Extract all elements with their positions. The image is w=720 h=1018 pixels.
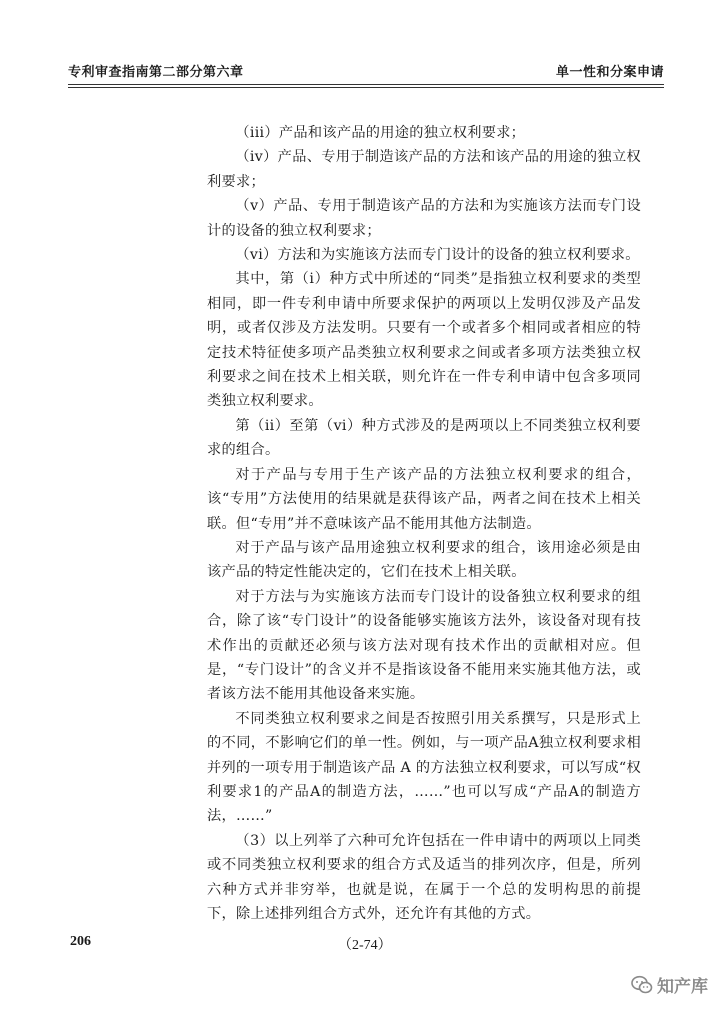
paragraph: 其中，第（i）种方式中所述的“同类”是指独立权利要求的类型相同，即一件专利申请中所要求保护的两项以上发明仅涉及产品发明，或者仅涉及方法发明。只要有一个或者多个相同或者相应的特定技术特征使多项产品类独立权利要求之间或者多项方法类独立权利要求之间在技术上相关联，则允许在一件专利申请中包含多项同类独立权利要求。	[207, 271, 641, 410]
paragraph: （iii）产品和该产品的用途的独立权利要求；	[235, 125, 526, 141]
paragraph: 对于方法与为实施该方法而专门设计的设备独立权利要求的组合，除了该“专门设计”的设备能够实施该方法外，该设备对现有技术作出的贡献还必须与该方法对现有技术作出的贡献相对应。但是，“专门设计”的含义并不是指该设备不能用来实施其他方法，或者该方法不能用其他设备来实施。	[207, 588, 641, 703]
paragraph: （v）产品、专用于制造该产品的方法和为实施该方法而专门设计的设备的独立权利要求；	[207, 198, 641, 239]
running-header	[68, 58, 664, 80]
paragraph: （vi）方法和为实施该方法而专门设计的设备的独立权利要求。	[235, 247, 640, 264]
header-section-title: 单一性和分案申请	[555, 65, 664, 80]
header-divider	[68, 84, 664, 88]
paragraph: （3）以上列举了六种可允许包括在一件申请中的两项以上同类或不同类独立权利要求的组合方式及适当的排列次序，但是，所列六种方式并非穷举，也就是说，在属于一个总的发明构思的前提下，除上述排列组合方式外，还允许有其他的方式。	[207, 832, 641, 922]
paragraph: 不同类独立权利要求之间是否按照引用关系撰写，只是形式上的不同，不影响它们的单一性。例如，与一项产品A独立权利要求相并列的一项专用于制造该产品 A 的方法独立权利要求，可以写成“权利要求1的产品A的制造方法，……”也可以写成“产品A的制造方法，……”	[207, 710, 641, 825]
paragraph: （iv）产品、专用于制造该产品的方法和该产品的用途的独立权利要求；	[207, 149, 641, 190]
paragraph: 第（ii）至第（vi）种方式涉及的是两项以上不同类独立权利要求的组合。	[207, 417, 641, 459]
header-chapter-title: 专利审查指南第二部分第六章	[68, 65, 244, 80]
watermark-text: 知产库	[657, 977, 708, 997]
paragraph: 对于产品与该产品用途独立权利要求的组合，该用途必须是由该产品的特定性能决定的，它们在技术上相关联。	[207, 539, 641, 581]
section-page-number: （2-74）	[338, 938, 392, 953]
watermark	[631, 972, 708, 997]
page-number: 206	[70, 934, 91, 949]
page-body	[207, 121, 641, 926]
wechat-icon	[631, 975, 653, 995]
paragraph: 对于产品与专用于生产该产品的方法独立权利要求的组合，该“专用”方法使用的结果就是获得该产品，两者之间在技术上相关联。但“专用”并不意味该产品不能用其他方法制造。	[207, 466, 641, 532]
